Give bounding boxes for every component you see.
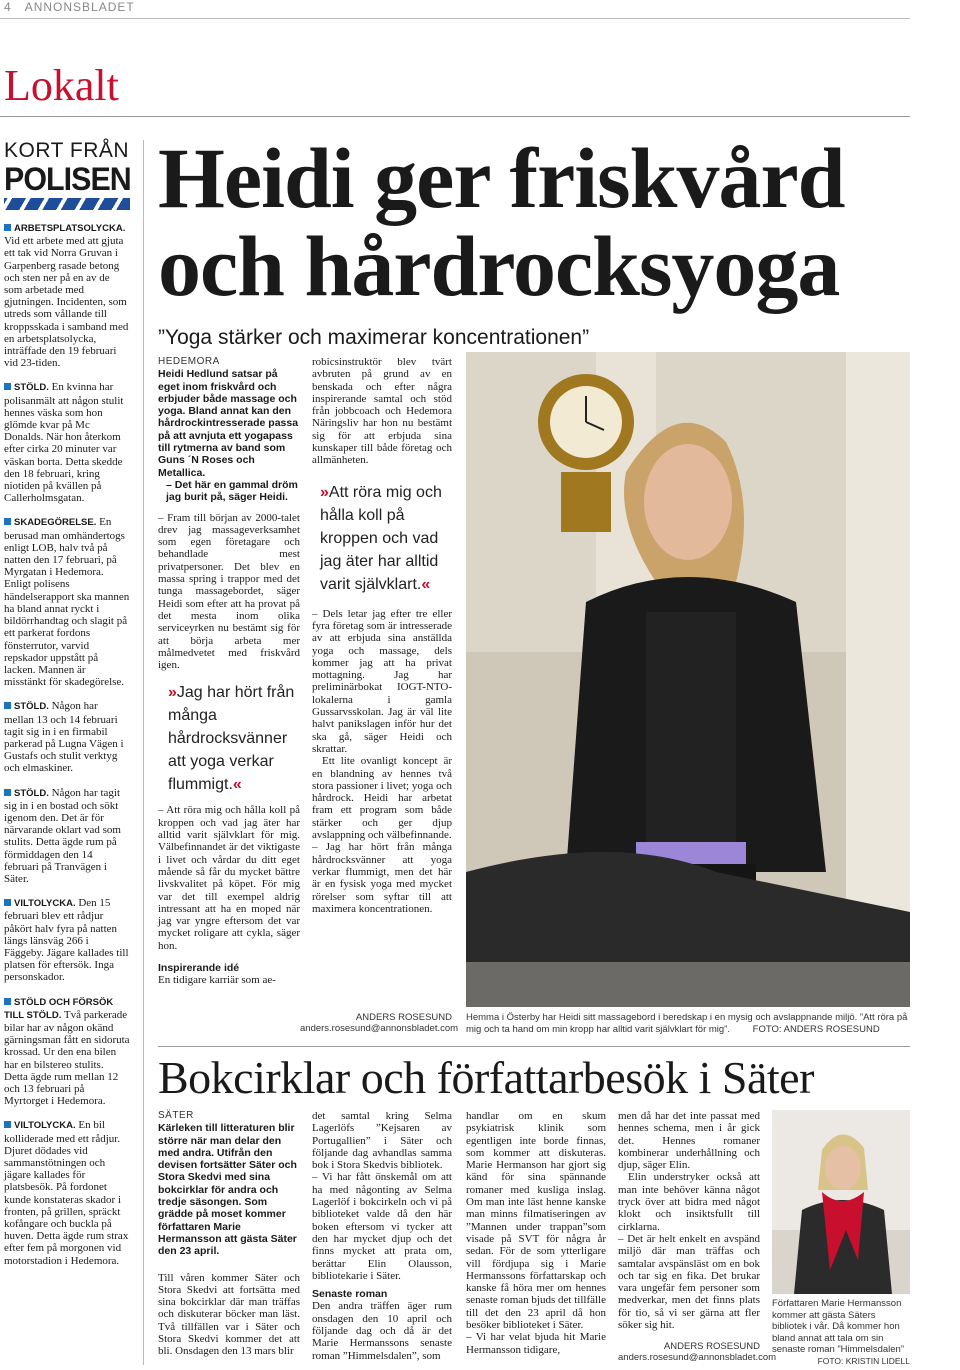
police-item-text: Den 15 februari blev ett rådjur påkört halv fyra på natten längs länsväg 266 i Fäggeby. Jägare kallades till platsen för eftersök. Inga personskador.: [4, 897, 129, 984]
column-divider: [143, 140, 144, 1365]
police-item-label: VILTOLYCKA.: [14, 898, 76, 910]
body-paragraph: – Dels letar jag efter tre eller fyra företag som är intresserade av att erbjuda sina anställda yoga och massage, dels kommer jag att ha privat mottagning. Jag har preliminärbokat IOGT-NTO-lokalerna i gamla Gussarvsskolan. Jag är väl lite halvt panikslagen inför hur det ska gå, säger Heidi och skrattar.: [312, 607, 452, 755]
body-paragraph: En tidigare karriär som ae-: [158, 974, 276, 987]
bullet-square-icon: [4, 224, 11, 231]
article1-byline: [300, 1012, 459, 1034]
page-header: [4, 0, 135, 14]
bullet-square-icon: [4, 899, 11, 906]
quote-open-icon: »: [320, 483, 329, 501]
police-item-text: Vid ett arbete med att gjuta ett tak vid Norra Gruvan i Garpenberg rasade betong och sten ner på en av de som arbetade med gjutningen. Incidenten, som utreds som vållande till kroppsskada i samband med en arbetsplatsolycka, inträffade den 19 februari vid 23-tiden.: [4, 235, 129, 370]
police-item-label: STÖLD.: [14, 382, 49, 394]
section-rule: [0, 116, 910, 117]
quote-open-icon: »: [168, 684, 177, 702]
pull-quote: [320, 481, 452, 596]
police-item: [4, 700, 130, 774]
caption-text: Författaren Marie Hermansson kommer att gästa Säters bibliotek i vår. Då kommer hon bland annat att tala om sin senaste roman ”Himmelsdalen”: [772, 1298, 904, 1355]
pull-quote-text: Jag har hört från många hårdrocksvänner att yoga verkar flummigt.: [168, 684, 295, 794]
police-item-label: STÖLD OCH FÖRSÖK TILL STÖLD.: [4, 996, 114, 1021]
dateline: SÄTER: [158, 1110, 194, 1121]
body-paragraph: – Att röra mig och hålla koll på kroppen och vad jag äter har alltid varit självklart för mig. Välbefinnandet är det viktigaste i livet och vårdar du ditt eget mående så får du mycket bättre livskvalitet på köpet. För mig var det till exempel aldrig intressant att ha en moped när jag var yngre eftersom det var mycket roligare att cykla, säger hon.: [158, 804, 300, 952]
article2-caption: [772, 1298, 910, 1367]
police-item-text: En berusad man omhändertogs enligt LOB, halv två på natten den 17 februari, på Myrgatan i Hedemora. Enligt polisens händelserapport ska mannen ha bland annat ryckt i bildörrhandtag och slagit på ett parkerat fordons fönsterrutor, varvid repskador uppstått på lacken. Mannen är misstänkt för skadegörelse.: [4, 516, 130, 689]
article2-col2: [312, 1110, 452, 1362]
police-item-label: SKADEGÖRELSE.: [14, 517, 97, 529]
bullet-square-icon: [4, 518, 11, 525]
body-paragraph: – Det är helt enkelt en avspänd miljö där man träffas och samtalar avspänsläst om en bok och tar sig en fika. Det brukar vara ungefär fem personer som medverkar, men det finns plats för tio, så vi ser gärna att fler söker sig hit.: [618, 1232, 760, 1332]
police-item-text: En kvinna har polisanmält att någon stulit hennes väska som hon glömde kvar på Mc Donalds. När hon återkom efter cirka 20 minuter var väskan borta. Detta skedde den 18 februari, kring niotiden på kvällen på Callerholmsgatan.: [4, 381, 124, 505]
police-kicker: KORT FRÅN: [4, 139, 130, 162]
quote-close-icon: «: [232, 776, 242, 794]
mid-title: Inspirerande idé: [158, 961, 240, 974]
article2-col3: [466, 1110, 606, 1356]
police-item-text: Någon har tagit sig in i en bostad och sökt igenom den. Det är för närvarande oklart vad som stulits. Detta ägde rum på förmiddagen den 14 februari på Tranvägen i Säter.: [4, 786, 121, 885]
article1-col1: [158, 356, 300, 987]
body-paragraph: – Fram till början av 2000-talet drev jag massageverksamhet som egen företagare och behandlade mest privatpersoner. Det blev en massa spring i trappor med det tunga massagebordet, säger Heidi som efter att ha provat på det mesta inom olika serviceyrken nu bestämt sig för att börja arbeta mer målmedvetet med friskvård igen.: [158, 511, 300, 672]
police-item: [4, 787, 130, 886]
byline-name: ANDERS ROSESUND: [663, 1341, 760, 1353]
article-divider: [158, 1046, 910, 1047]
page-number: 4: [4, 0, 12, 14]
byline-name: ANDERS ROSESUND: [355, 1012, 452, 1023]
article2-col4: [618, 1110, 777, 1364]
body-paragraph: Ett lite ovanligt koncept är en blandning av hennes två stora passioner i livet; yoga och hårdrock. Heidi har arbetat fram ett program som både stärker och ger djup avslappning och välbefinnande.: [312, 755, 452, 842]
body-paragraph: – Vi har fått önskemål om att ha med någonting av Selma Lagerlöf i bokcirkeln och vi på biblioteket valde då den här boken eftersom vi tycker att den har mycket djup och det finns mycket att prata om, berättar Elin Olausson, bibliotekarie i Säter.: [312, 1171, 452, 1282]
police-column: [4, 140, 130, 1267]
bullet-square-icon: [4, 702, 11, 709]
photo-author: [772, 1110, 910, 1294]
police-item-text: Två parkerade bilar har av någon okänd gärningsman fått en sidoruta krossad. Ur den ena bilen har en bilstereo stulits. Detta ägde rum mellan 12 och 13 februari på Myrtorget i Hedemora.: [4, 1008, 130, 1108]
pull-quote-text: Att röra mig och hålla koll på kroppen och vad jag äter har alltid varit självklart.: [320, 483, 442, 593]
police-title: POLISEN: [4, 161, 131, 197]
article1-headline: [158, 130, 918, 314]
police-item: [4, 996, 130, 1108]
police-item-label: STÖLD.: [14, 787, 49, 799]
police-item-text: Någon har mellan 13 och 14 februari tagit sig in i en firmabil parkerad på Lugna Vägen i Gustafs och stulit verktyg och elmaskiner.: [4, 700, 124, 775]
bullet-square-icon: [4, 789, 11, 796]
article2-col1: [158, 1110, 300, 1358]
pull-quote: [168, 681, 300, 796]
body-paragraph: – Vi har velat bjuda hit Marie Hermansson tidigare,: [466, 1331, 606, 1356]
article1-caption: [466, 1012, 910, 1035]
byline-email: anders.rosesund@annonsbladet.com: [300, 1023, 459, 1034]
police-items: [4, 222, 130, 1267]
bullet-square-icon: [4, 1121, 11, 1128]
body-paragraph: Elin understryker också att man inte behöver känna något tryck över att bidra med något klokt och insiktsfullt till cirklarna.: [618, 1171, 760, 1233]
police-item-label: STÖLD.: [14, 701, 49, 713]
article-lead: Kärleken till litteraturen blir större när man delar den med andra. Utifrån den devisen fortsätter Säter och Stora Skedvi med sina bokcirklar för andra och tredje säsongen. Som grädde på moset kommer författaren Marie Hermansson att gästa Säter den 23 april.: [158, 1122, 297, 1258]
bullet-square-icon: [4, 383, 11, 390]
body-paragraph: det samtal kring Selma Lagerlöfs ”Kejsaren av Portugallien” i Säter och följande dag avhandlas samma bok i Stora Skedvis bibliotek.: [312, 1110, 452, 1172]
article1-subhead: ”Yoga stärker och maximerar koncentrationen”: [158, 326, 590, 349]
body-paragraph: Till våren kommer Säter och Stora Skedvi att fortsätta med sina bokcirklar där man träffas och diskuterar böcker man läst. Två tillfällen var i Säter och Stora Skedvi kommer det att bli. Onsdagen den 13 mars blir: [158, 1271, 300, 1358]
police-stripe: [4, 198, 130, 210]
article2-photo: [772, 1110, 910, 1294]
headline-line-1: Heidi ger friskvård: [158, 130, 845, 226]
police-item: [4, 1119, 130, 1266]
header-rule: [0, 18, 910, 19]
body-paragraph: handlar om en skum psykiatrisk klinik som egentligen inte borde finnas, som kommer att diskuteras. Marie Hermanson har gjort sig känd för sina spännande romaner med kusliga inslag. Om man inte läst henne kanske man minns filmatiseringen av ”Mannen under trappan”som visade på SVT för några år sedan. För de som ytterligare vill fördjupa sig i Marie Hermanssons författarskap och kanske få höra mer om hennes senaste roman bjuds det tillfälle till det den 23 april då hon besöker biblioteket i Säter.: [466, 1110, 606, 1332]
police-item: [4, 381, 130, 504]
photo-woman-yoga: [466, 352, 910, 1007]
police-item: [4, 222, 130, 369]
quote-close-icon: «: [421, 575, 431, 593]
body-paragraph: – Jag har hört från många hårdrocksvänner att yoga verkar flummigt, men det här är en fysisk yoga med mycket rörelser som syftar till att maximera koncentrationen.: [312, 841, 452, 915]
body-paragraph: Den andra träffen äger rum onsdagen den 10 april och följande dag och då är det Marie Hermanssons senaste roman ”Himmelsdalen”, som: [312, 1300, 452, 1362]
article1-photo: [466, 352, 910, 1007]
lead-quote: – Det här en gammal dröm jag burit på, säger Heidi.: [166, 478, 298, 504]
article1-col2: [312, 356, 452, 915]
article2-headline: Bokcirklar och författarbesök i Säter: [158, 1052, 814, 1103]
article2-byline: [618, 1341, 777, 1364]
photo-credit: FOTO: KRISTIN LIDELL: [817, 1355, 910, 1366]
paper-name: ANNONSBLADET: [24, 0, 135, 14]
police-item-label: ARBETSPLATSOLYCKA.: [14, 223, 126, 234]
section-title: Lokalt: [4, 61, 119, 110]
bullet-square-icon: [4, 998, 11, 1005]
dateline: HEDEMORA: [158, 356, 220, 367]
police-item-text: En bil kolliderade med ett rådjur. Djuret dödades vid sammanstötningen och jägare kallades för platsbesök. På fordonet kunde konstateras skador i fronten, på grillen, spräckt kofångare och buckla på huven. Detta ägde rum strax efter fem på morgonen vid motorstadion i Hedemora.: [4, 1119, 129, 1267]
article-lead: Heidi Hedlund satsar på eget inom friskvård och erbjuder både massage och yoga. Bland annat kan den hårdrockintresserade passa på att avnjuta ett yogapass till rytmerna av band som Guns ´N Roses och Metallica.: [158, 368, 299, 479]
byline-email: anders.rosesund@annonsbladet.com: [618, 1352, 777, 1364]
body-paragraph: robicsinstruktör blev tvärt avbruten på grund av en benskada och efter några inspirerande samtal och stöd från jobbcoach och Hedemora Näringsliv har hon nu bestämt sig för att erbjuda sina kunskaper till både företag och allmänheten.: [312, 356, 452, 467]
police-item-label: VILTOLYCKA.: [14, 1120, 76, 1132]
headline-line-2: och hårdrocksyoga: [158, 218, 840, 314]
police-item: [4, 516, 130, 688]
body-paragraph: men då har det inte passat med hennes schema, men i år gick det. Hennes romaner kombinerar underhållning och djup, säger Elin.: [618, 1110, 760, 1172]
mid-title: Senaste roman: [312, 1288, 388, 1301]
photo-credit: FOTO: ANDERS ROSESUND: [752, 1023, 880, 1035]
caption-text: Hemma i Österby har Heidi sitt massagebord i beredskap i en mysig och avslappnande miljö. ”Att röra på mig och ta hand om min kropp har alltid varit självklart för mig”.: [466, 1012, 908, 1035]
police-item: [4, 897, 130, 983]
